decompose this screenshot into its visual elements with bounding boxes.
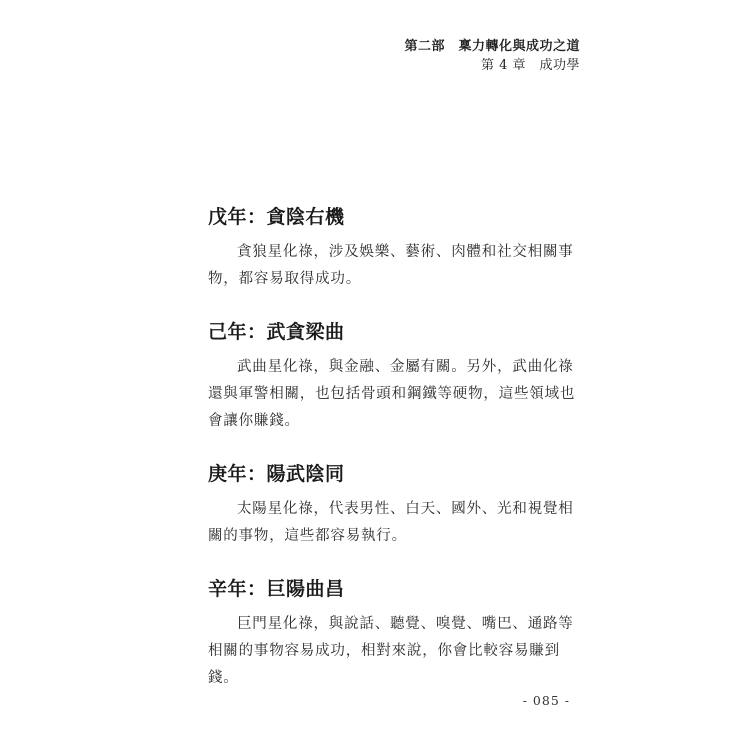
section-wu-year [208,202,578,293]
chapter-title: 第 4 章 成功學 [480,57,580,73]
section-paragraph: 巨門星化祿，與說話、聽覺、嗅覺、嘴巴、通路等相關的事物容易成功，相對來說，你會比較容易賺到錢。 [208,616,574,686]
page-number: - 085 - [522,693,570,708]
running-header [404,38,580,76]
section-geng-year [208,459,578,550]
section-paragraph: 武曲星化祿，與金融、金屬有關。另外，武曲化祿還與軍警相關，也包括骨頭和鋼鐵等硬物，這些領域也會讓你賺錢。 [208,359,576,429]
section-paragraph: 貪狼星化祿，涉及娛樂、藝術、肉體和社交相關事物，都容易取得成功。 [208,244,574,287]
section-paragraph: 太陽星化祿，代表男性、白天、國外、光和視覺相關的事物，這些都容易執行。 [208,501,574,544]
section-heading: 辛年：巨陽曲昌 [208,578,345,600]
page-body [208,202,578,716]
part-title: 第二部 稟力轉化與成功之道 [404,39,580,54]
section-heading: 庚年：陽武陰同 [208,463,345,485]
section-heading: 己年：武貪梁曲 [208,321,345,343]
section-xin-year [208,574,578,692]
section-ji-year [208,317,578,435]
section-heading: 戊年：貪陰右機 [208,206,345,228]
